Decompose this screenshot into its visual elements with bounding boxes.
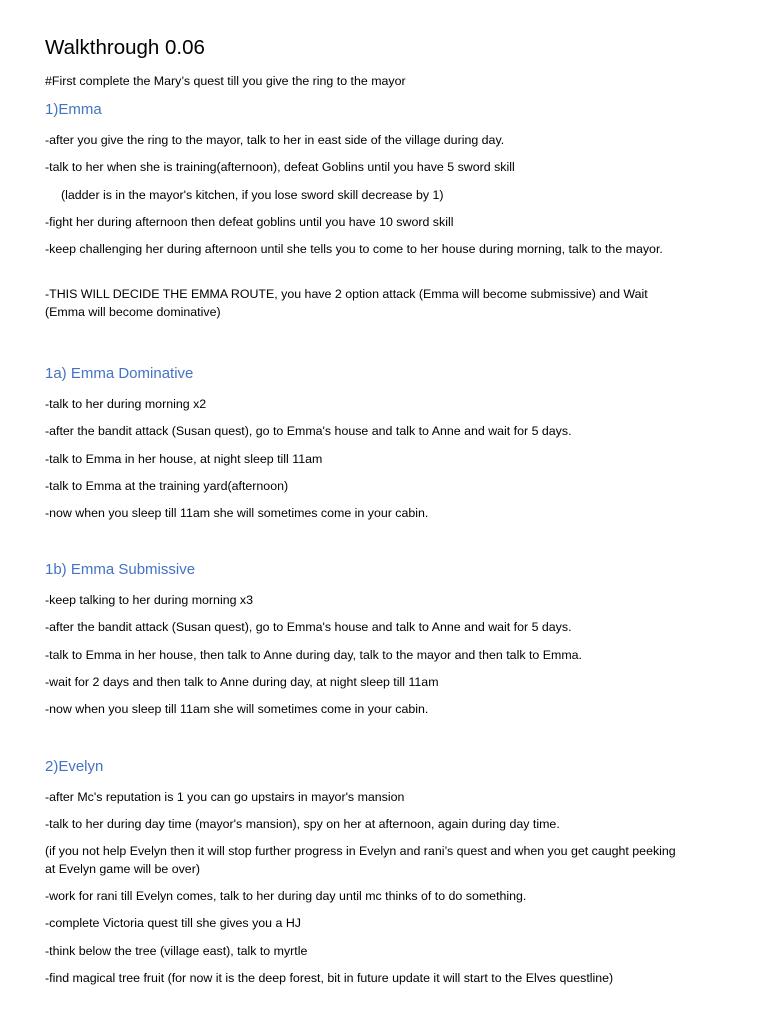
submissive-step: -wait for 2 days and then talk to Anne during day, at night sleep till 11am <box>45 675 439 689</box>
section-heading-evelyn: 2)Evelyn <box>45 758 104 775</box>
section-heading-emma: 1)Emma <box>45 101 102 118</box>
evelyn-step: -after Mc's reputation is 1 you can go upstairs in mayor's mansion <box>45 790 405 804</box>
emma-step: -keep challenging her during afternoon until she tells you to come to her house during morning, talk to the mayor. <box>45 242 663 256</box>
intro-line: #First complete the Mary’s quest till you give the ring to the mayor <box>45 74 406 88</box>
section-heading-emma-dominative: 1a) Emma Dominative <box>45 365 194 382</box>
dominative-step: -after the bandit attack (Susan quest), go to Emma's house and talk to Anne and wait for 5 days. <box>45 424 572 438</box>
emma-step: -fight her during afternoon then defeat goblins until you have 10 sword skill <box>45 215 454 229</box>
evelyn-step: -talk to her during day time (mayor's mansion), spy on her at afternoon, again during day time. <box>45 817 560 831</box>
evelyn-step: -think below the tree (village east), talk to myrtle <box>45 944 308 958</box>
document-title: Walkthrough 0.06 <box>45 36 205 59</box>
section-heading-emma-submissive: 1b) Emma Submissive <box>45 561 196 578</box>
dominative-step: -talk to her during morning x2 <box>45 397 207 411</box>
submissive-step: -after the bandit attack (Susan quest), go to Emma's house and talk to Anne and wait for 5 days. <box>45 620 572 634</box>
emma-note: (ladder is in the mayor's kitchen, if you lose sword skill decrease by 1) <box>61 188 444 202</box>
dominative-step: -talk to Emma in her house, at night sleep till 11am <box>45 452 323 466</box>
emma-route-decision: -THIS WILL DECIDE THE EMMA ROUTE, you have 2 option attack (Emma will become submissive) and Wait (Emma will become dominative) <box>45 287 648 319</box>
evelyn-step: -find magical tree fruit (for now it is the deep forest, bit in future update it will start to the Elves questline) <box>45 971 614 985</box>
emma-step: -after you give the ring to the mayor, talk to her in east side of the village during day. <box>45 133 505 147</box>
evelyn-step: -complete Victoria quest till she gives you a HJ <box>45 916 301 930</box>
evelyn-warning: (if you not help Evelyn then it will stop further progress in Evelyn and rani’s quest and when you get caught peeking at Evelyn game will be over) <box>45 844 676 876</box>
dominative-step: -talk to Emma at the training yard(afternoon) <box>45 479 289 493</box>
submissive-step: -now when you sleep till 11am she will sometimes come in your cabin. <box>45 702 429 716</box>
dominative-step: -now when you sleep till 11am she will sometimes come in your cabin. <box>45 506 429 520</box>
emma-step: -talk to her when she is training(afternoon), defeat Goblins until you have 5 sword skill <box>45 160 515 174</box>
submissive-step: -keep talking to her during morning x3 <box>45 593 254 607</box>
evelyn-step: -work for rani till Evelyn comes, talk to her during day until mc thinks of to do something. <box>45 889 527 903</box>
submissive-step: -talk to Emma in her house, then talk to Anne during day, talk to the mayor and then talk to Emma. <box>45 648 582 662</box>
